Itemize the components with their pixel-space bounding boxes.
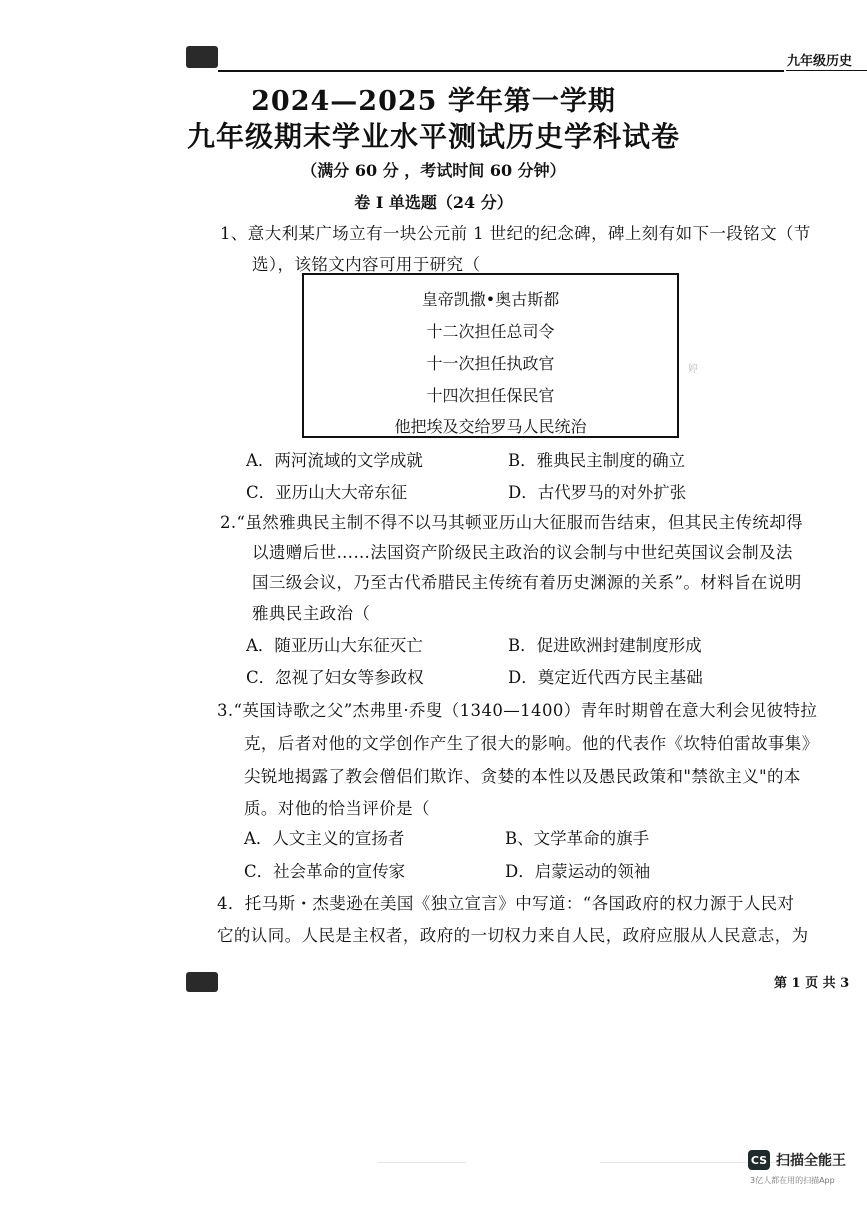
title-line-1: 2024—2025 学年第一学期 — [251, 86, 616, 117]
q2-option-d: D．奠定近代西方民主基础 — [508, 668, 703, 687]
page-number: 第 1 页 共 3 — [774, 976, 850, 991]
q2-line: 以遗赠后世……法国资产阶级民主政治的议会制与中世纪英国议会制及法 — [252, 543, 793, 562]
watermark-app-name: 扫描全能王 — [776, 1153, 846, 1169]
q2-option-b: B．促进欧洲封建制度形成 — [508, 636, 702, 655]
q1-option-a: A．两河流域的文学成就 — [246, 451, 423, 470]
q3-line: 尖锐地揭露了教会僧侣们欺诈、贪婪的本性以及愚民政策和"禁欲主义"的本 — [244, 767, 801, 786]
q3-option-d: D．启蒙运动的领袖 — [505, 862, 651, 881]
q3-line: 质。对他的恰当评价是（ — [244, 799, 430, 818]
q1-option-b: B．雅典民主制度的确立 — [508, 451, 686, 470]
inscription-line: 他把埃及交给罗马人民统治 — [394, 417, 587, 436]
q3-option-c: C．社会革命的宣传家 — [244, 862, 406, 881]
registration-mark-top — [186, 46, 218, 68]
inscription-box — [302, 273, 679, 438]
scan-smudge: 婷 — [688, 364, 698, 375]
scanner-watermark — [748, 1150, 846, 1170]
q2-line: 雅典民主政治（ — [252, 604, 371, 623]
q1-option-c: C．亚历山大大帝东征 — [246, 483, 408, 502]
inscription-line: 十四次担任保民官 — [426, 386, 555, 405]
section-heading: 卷 I 单选题（24 分） — [354, 193, 513, 212]
exam-note: （满分 60 分 ，考试时间 60 分钟） — [301, 161, 566, 180]
corner-rule — [786, 70, 867, 71]
watermark-slogan: 3亿人都在用的扫描App — [750, 1176, 835, 1185]
q3-line: 3.“英国诗歌之父”杰弗里·乔叟（1340—1400）青年时期曾在意大利会见彼特拉 — [217, 701, 818, 720]
inscription-line: 皇帝凯撒•奥古斯都 — [421, 290, 560, 309]
inscription-line: 十一次担任执政官 — [426, 354, 555, 373]
registration-mark-bottom — [186, 972, 218, 992]
q3-option-a: A．人文主义的宣扬者 — [244, 829, 405, 848]
q2-option-c: C．忽视了妇女等参政权 — [246, 668, 424, 687]
q1-line: 选），该铭文内容可用于研究（ — [252, 255, 481, 274]
scan-edge — [378, 1162, 466, 1163]
title-line-2: 九年级期末学业水平测试历史学科试卷 — [186, 120, 680, 153]
q4-line: 4．托马斯・杰斐逊在美国《独立宣言》中写道：“各国政府的权力源于人民对 — [217, 894, 795, 913]
camscanner-icon: CS — [748, 1150, 770, 1170]
q2-line: 国三级会议，乃至古代希腊民主传统有着历史渊源的关系”。材料旨在说明 — [252, 573, 802, 592]
q1-line: 1、意大利某广场立有一块公元前 1 世纪的纪念碑，碑上刻有如下一段铭文（节 — [220, 224, 811, 243]
inscription-line: 十二次担任总司令 — [426, 322, 555, 341]
q4-line: 它的认同。人民是主权者，政府的一切权力来自人民，政府应服从人民意志，为 — [217, 926, 809, 945]
header-rule — [218, 70, 784, 72]
q3-line: 克，后者对他的文学创作产生了很大的影响。他的代表作《坎特伯雷故事集》 — [244, 734, 819, 753]
q1-option-d: D．古代罗马的对外扩张 — [508, 483, 687, 502]
q3-option-b: B、文学革命的旗手 — [505, 829, 650, 848]
q2-option-a: A．随亚历山大东征灭亡 — [246, 636, 423, 655]
corner-tag: 九年级历史 — [787, 54, 853, 69]
q2-line: 2.“虽然雅典民主制不得不以马其顿亚历山大征服而告结束，但其民主传统却得 — [220, 513, 804, 532]
